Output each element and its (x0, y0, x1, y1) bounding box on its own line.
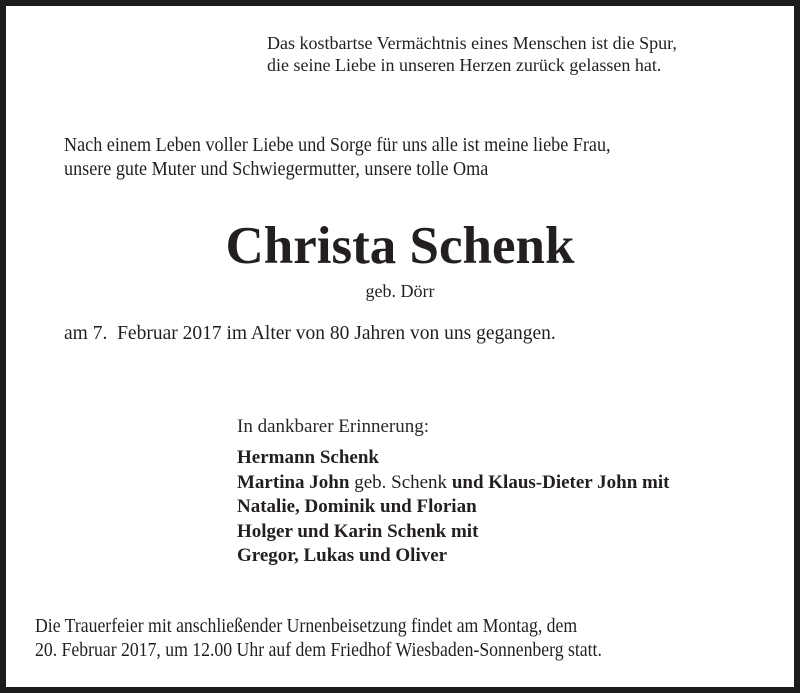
mourner-line: Gregor, Lukas und Oliver (237, 545, 448, 566)
mourner-name: und Klaus-Dieter John mit (451, 471, 670, 493)
service-line-1: Die Trauerfeier mit anschließender Urnenbeisetzung findet am Montag, dem (35, 615, 578, 637)
mourner-name: Martina John (237, 471, 350, 493)
motto-line-1: Das kostbartse Vermächtnis eines Menschen ist die Spur, (267, 33, 677, 53)
funeral-service-info (35, 614, 602, 662)
intro-text (64, 134, 611, 182)
mourners-list (237, 446, 669, 569)
service-line-2: 20. Februar 2017, um 12.00 Uhr auf dem Friedhof Wiesbaden-Sonnenberg statt. (35, 639, 602, 661)
mourners-heading: In dankbarer Erinnerung: (237, 416, 430, 437)
mourner-maiden-name: geb. Schenk (349, 471, 452, 493)
motto-quote (267, 32, 677, 76)
mourner-line: Holger und Karin Schenk mit (237, 520, 479, 542)
maiden-name: geb. Dörr (365, 281, 435, 301)
death-statement: am 7. Februar 2017 im Alter von 80 Jahren von uns gegangen. (64, 323, 556, 344)
mourner-line: Hermann Schenk (237, 447, 379, 468)
motto-line-2: die seine Liebe in unseren Herzen zurück gelassen hat. (267, 55, 662, 75)
deceased-name: Christa Schenk (225, 217, 575, 275)
intro-line-1: Nach einem Leben voller Liebe und Sorge für uns alle ist meine liebe Frau, (64, 135, 611, 156)
intro-line-2: unsere gute Muter und Schwiegermutter, unsere tolle Oma (64, 159, 489, 180)
mourner-line: Natalie, Dominik und Florian (237, 496, 477, 517)
mourner-line (237, 471, 669, 496)
